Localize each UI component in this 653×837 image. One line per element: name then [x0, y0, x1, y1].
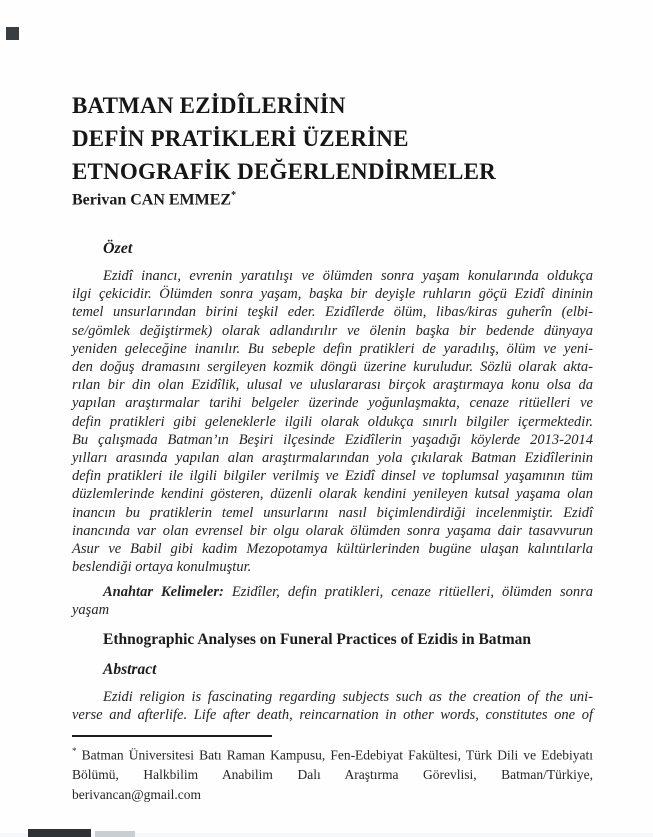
author-name	[72, 190, 236, 209]
article-title	[72, 89, 593, 188]
ozet-heading: Özet	[103, 240, 133, 257]
ozet-line: Asur ve Babil gibi kadim Mezopotamya kültürlerinden bugüne ulaşan kalıntılarla	[72, 541, 593, 558]
author-footnote-marker: *	[231, 190, 237, 201]
footnote-marker: *	[72, 746, 77, 756]
ozet-line: Ezidî inancı, evrenin yaratılışı ve ölümden sonra yaşam konularında oldukça	[103, 268, 593, 284]
footnote-line-1	[72, 742, 593, 765]
footnote	[72, 742, 593, 804]
ozet-paragraph	[72, 267, 593, 576]
author-name-text: Berivan CAN EMMEZ	[72, 191, 232, 209]
scan-artifact-top-left	[6, 27, 19, 40]
keywords-line-1	[72, 583, 593, 601]
keywords-line-2: yaşam	[72, 602, 110, 619]
ozet-line: beslendiği ortaya konulmuştur.	[72, 559, 252, 576]
keywords-text: Ezidîler, defin pratikleri, cenaze ritüelleri, ölümden sonra	[231, 584, 594, 600]
ozet-line: ilgi çekicidir. Ölümden sonra yaşam, başka bir deyişle ruhların göçü Ezidî dininin	[72, 286, 593, 303]
ozet-line: defin pratikleri gibi geleneklerle ilgili olarak oldukça sınırlı bilgiler içermektedir.	[72, 413, 593, 430]
ozet-line: yılları arasında yapılan alan araştırmalarından yola çıkılarak Batman Ezidîlerinin	[72, 450, 593, 467]
english-title: Ethnographic Analyses on Funeral Practices of Ezidis in Batman	[103, 631, 531, 648]
ozet-line: Bu çalışmada Batman’ın Beşiri ilçesinde Ezidîlerin yaşadığı köylerde 2013-2014	[72, 431, 593, 448]
scan-artifact-bottom-bar-light	[95, 831, 135, 837]
abstract-heading: Abstract	[103, 661, 157, 678]
article-title-line-3: ETNOGRAFİK DEĞERLENDİRMELER	[72, 159, 496, 185]
keywords-paragraph	[72, 583, 593, 619]
ozet-line: rılan bir din olan Ezidîlik, ulusal ve uluslararası birçok araştırmaya konu olsa da	[72, 377, 593, 394]
ozet-line: yeniden geleceğine inanılır. Bu sebeple defin pratikleri de yaradılış, ölüm ve yeni-	[72, 340, 593, 357]
footnote-text: Batman Üniversitesi Batı Raman Kampusu, Fen-Edebiyat Fakültesi, Türk Dili ve Edebiyatı	[81, 747, 593, 763]
ozet-line: yapılan araştırmalar tarihi belgeler üzerinde yoğunlaşmakta, cenaze ritüelleri ve	[72, 395, 593, 412]
ozet-line: inancında var olan evrensel bir olgu olarak ölümden sonra yaşama dair tasavvurun	[72, 522, 593, 539]
ozet-line: defin pratikleri ile ilgili bilgiler verilmiş ve Ezidî dinsel ve toplumsal yaşamının tüm	[72, 468, 593, 485]
keywords-label: Anahtar Kelimeler:	[103, 584, 224, 600]
article-title-line-1: BATMAN EZİDÎLERİNİN	[72, 93, 346, 119]
article-title-line-2: DEFİN PRATİKLERİ ÜZERİNE	[72, 126, 409, 152]
footnote-line-2: Bölümü, Halkbilim Anabilim Dalı Araştırma Görevlisi, Batman/Türkiye, berivancan@gmail.com	[72, 767, 593, 802]
ozet-line: inancın bu pratiklerin temel unsurlarını nasıl biçimlendirdiği incelenmiştir. Ezidî	[72, 504, 593, 521]
abstract-line: verse and afterlife. Life after death, reincarnation in other words, constitutes one of	[72, 707, 593, 724]
abstract-paragraph	[72, 688, 593, 724]
ozet-line: den doğuş dramasını sergileyen kozmik döngü üzerine kuruludur. Sözlü olarak akta-	[72, 359, 593, 376]
scan-artifact-bottom-bar	[28, 829, 91, 837]
ozet-line: temel unsurlarından birini teşkil eder. Ezidîlerde ölüm, libas/kiras guherîn (elbi-	[72, 304, 593, 321]
footnote-separator	[72, 735, 272, 737]
ozet-line: se/gömlek değiştirmek) olarak adlandırılır ve ölenin başka bir bedende dünyaya	[72, 322, 593, 339]
ozet-line: düzlemlerinde kendini gösteren, düzenli olarak kendini yenileyen kutsal yaşama olan	[72, 486, 593, 503]
abstract-line: Ezidi religion is fascinating regarding subjects such as the creation of the uni-	[103, 689, 593, 705]
